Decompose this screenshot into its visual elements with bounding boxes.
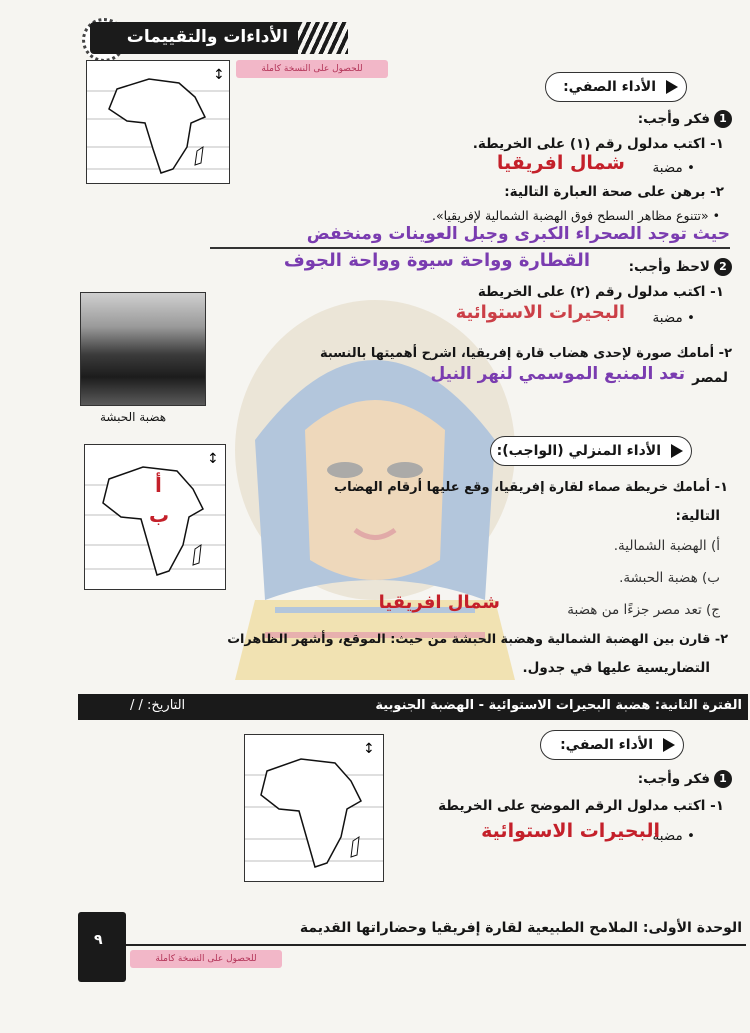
number-badge-icon: 1 [714,770,732,788]
number-badge-icon: 1 [714,110,732,128]
q1-heading [638,110,732,128]
class-performance-title [545,72,687,102]
q1-item2-answer-2: القطارة وواحة سيوة وواحة الجوف [283,250,590,271]
header-title: الأداءات والتقييمات [126,27,288,47]
home-option-a: أ) الهضبة الشمالية. [613,538,720,554]
map-label-b: ب [149,503,170,527]
home-performance-label: الأداء المنزلي (الواجب): [496,443,661,459]
q1-item1-bullet: • مضبة [652,160,695,176]
page-number: ٩ [94,932,103,948]
photo-caption: هضبة الحبشة [100,410,167,424]
home-option-b: ب) هضبة الحبشة. [619,570,720,586]
period2-date: التاريخ: / / [130,698,186,713]
triangle-icon [666,80,678,94]
header-stripes [298,22,348,54]
map-label-a: أ [155,473,162,497]
q2-heading [629,258,732,276]
answer-underline [210,247,730,249]
q1-item2-bullet: • «تتنوع مظاهر السطح فوق الهضبة الشمالية لإفريقيا». [431,208,720,223]
svg-text:↕: ↕ [213,67,225,83]
africa-map-3 [244,734,384,882]
home-q1-line2: التالية: [675,508,720,524]
number-badge-icon: 2 [714,258,732,276]
cp2-item1-bullet: • مضبة [652,828,695,844]
class-performance2-title [540,730,684,760]
svg-text:↕: ↕ [363,741,375,757]
q2-item2-line1: ٢- أمامك صورة لإحدى هضاب قارة إفريقيا، اشرح أهميتها بالنسبة [319,346,732,361]
q2-item1-answer: البحيرات الاستوائية [455,302,625,323]
q1-item1-answer: شمال افريقيا [496,152,625,174]
q1-item1: ١- اكتب مدلول رقم (١) على الخريطة. [472,136,724,152]
africa-map-1 [86,60,230,184]
home-q2-line2: التضاريسية عليها في جدول. [522,660,710,676]
period2-title: الفترة الثانية: هضبة البحيرات الاستوائية - الهضبة الجنوبية [375,698,742,713]
cp2-heading [638,770,732,788]
footer-divider [126,944,746,946]
q1-heading-text: فكر وأجب: [637,111,710,127]
page-header [90,22,348,54]
cp2-item1-answer: البحيرات الاستوائية [481,820,660,842]
triangle-icon [663,738,675,752]
svg-text:↕: ↕ [207,451,219,467]
cp2-heading-text: فكر وأجب: [637,771,710,787]
q1-item2: ٢- برهن على صحة العبارة التالية: [504,184,724,200]
q2-item2-line2: لمصر [692,370,728,386]
q2-item1-bullet: • مضبة [652,310,695,326]
home-option-c: ج) تعد مصر جزءًا من هضبة [567,602,720,618]
q2-heading-text: لاحظ وأجب: [628,259,710,275]
q2-item1: ١- اكتب مدلول رقم (٢) على الخريطة [477,284,724,300]
q1-item2-answer-1: حيث توجد الصحراء الكبرى وجبل العوينات ومنخفض [306,224,730,244]
home-option-c-answer: شمال افريقيا [378,592,500,613]
africa-map-2 [84,444,226,590]
copy-badge-bottom: للحصول على النسخة كاملة [130,950,282,968]
q2-item2-answer: تعد المنبع الموسمي لنهر النيل [430,364,685,384]
triangle-icon [671,444,683,458]
home-q1-line1: ١- أمامك خريطة صماء لقارة إفريقيا، وقع عليها أرقام الهضاب [334,480,728,495]
home-performance-title [490,436,692,466]
class-performance-label: الأداء الصفي: [563,79,656,95]
home-q2-line1: ٢- قارن بين الهضبة الشمالية وهضبة الحبشة من حيث: الموقع، وأشهر الظاهرات [227,632,728,647]
copy-badge-top: للحصول على النسخة كاملة [236,60,388,78]
class-performance2-label: الأداء الصفي: [560,737,653,753]
footer-page-tab [78,912,126,982]
footer-title: الوحدة الأولى: الملامح الطبيعية لقارة إفريقيا وحضاراتها القديمة [299,920,742,936]
cp2-item1: ١- اكتب مدلول الرقم الموضح على الخريطة [438,798,724,814]
ethiopia-plateau-photo [80,292,206,406]
